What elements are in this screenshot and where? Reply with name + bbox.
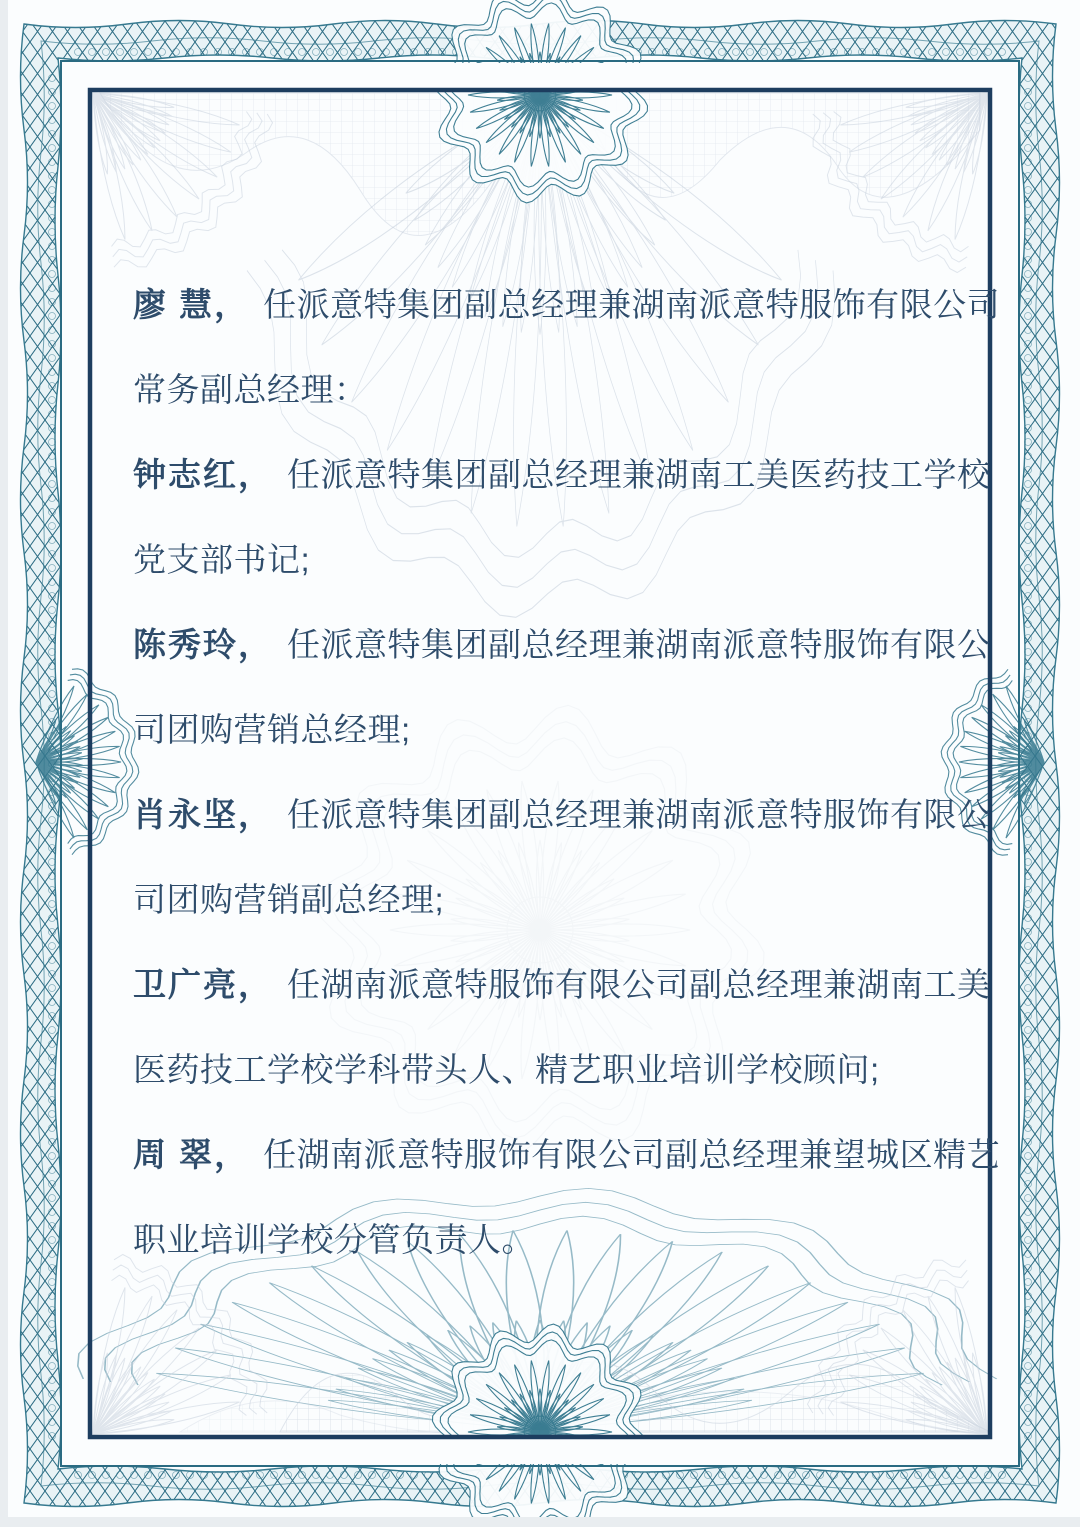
notice-line	[133, 687, 993, 772]
person-name: 廖 慧，	[133, 286, 250, 323]
notice-line	[133, 1112, 1001, 1197]
person-name: 肖永坚，	[133, 796, 273, 833]
person-name: 钟志红，	[133, 456, 273, 493]
notice-line	[133, 432, 993, 517]
notice-line	[133, 262, 1001, 347]
person-name: 卫广亮，	[133, 966, 273, 1003]
line-text: 任派意特集团副总经理兼湖南派意特服饰有限公	[287, 796, 991, 833]
notice-line	[133, 1027, 993, 1112]
person-name: 周 翠，	[133, 1136, 250, 1173]
line-text: 任湖南派意特服饰有限公司副总经理兼湖南工美	[287, 966, 991, 1003]
line-text: 常务副总经理：	[133, 371, 368, 408]
appointment-text-block	[133, 262, 1001, 1282]
line-text: 任派意特集团副总经理兼湖南工美医药技工学校	[287, 456, 991, 493]
notice-line	[133, 602, 993, 687]
line-text: 医药技工学校学科带头人、精艺职业培训学校顾问;	[133, 1051, 880, 1088]
line-text: 司团购营销副总经理;	[133, 881, 445, 918]
notice-line	[133, 517, 993, 602]
notice-line	[133, 772, 993, 857]
line-text: 任派意特集团副总经理兼湖南派意特服饰有限公	[287, 626, 991, 663]
line-text: 任湖南派意特服饰有限公司副总经理兼望城区精艺	[263, 1136, 1001, 1173]
line-text: 司团购营销总经理;	[133, 711, 411, 748]
line-text: 任派意特集团副总经理兼湖南派意特服饰有限公司	[263, 286, 1001, 323]
person-name: 陈秀玲，	[133, 626, 273, 663]
line-text: 党支部书记;	[133, 541, 311, 578]
notice-line	[133, 1197, 993, 1282]
line-text: 职业培训学校分管负责人。	[133, 1221, 535, 1258]
notice-line	[133, 857, 993, 942]
notice-line	[133, 942, 993, 1027]
notice-line	[133, 347, 993, 432]
